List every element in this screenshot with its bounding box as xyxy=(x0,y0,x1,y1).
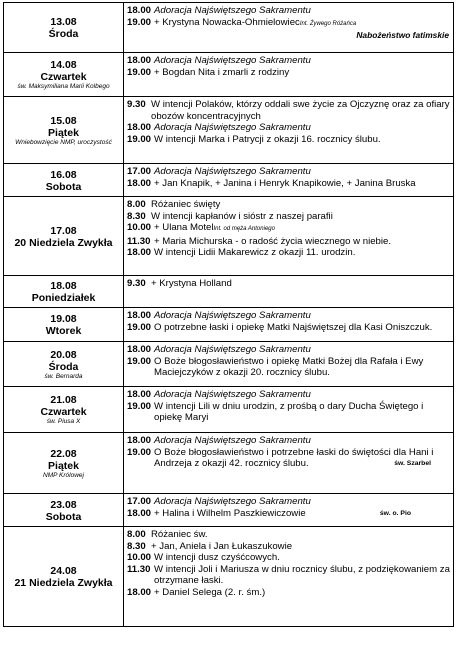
mass-entry xyxy=(127,564,451,587)
masses-cell xyxy=(124,494,454,527)
day-cell xyxy=(4,308,124,342)
day-date: 14.08 xyxy=(50,59,77,71)
day-row xyxy=(4,53,454,97)
mass-intention xyxy=(151,199,451,211)
masses-cell xyxy=(124,527,454,627)
mass-intention xyxy=(154,55,451,67)
mass-intention-text: W intencji kapłanów i sióstr z naszej parafii xyxy=(151,210,333,222)
mass-intention-text: + Halina i Wilhelm Paszkiewiczowie xyxy=(154,507,306,519)
day-cell xyxy=(4,342,124,387)
mass-intention-text: O Boże błogosławieństwo i potrzebne łaski do świętości dla Hani i Andrzeja z okazji 42. rocznicy ślubu. xyxy=(154,446,434,470)
day-row xyxy=(4,197,454,276)
day-cell xyxy=(4,527,124,627)
mass-entry xyxy=(127,5,451,17)
mass-time: 11.30 xyxy=(127,235,151,247)
masses-cell xyxy=(124,433,454,494)
mass-entry xyxy=(127,435,451,447)
day-weekday: 20 Niedziela Zwykła xyxy=(14,237,113,249)
mass-intention-text: Różaniec święty xyxy=(151,199,221,210)
mass-intention xyxy=(154,401,451,424)
day-feast: NMP Królowej xyxy=(43,472,84,479)
mass-time: 18.00 xyxy=(127,586,152,598)
mass-intention xyxy=(154,435,451,447)
mass-intention xyxy=(151,529,451,541)
mass-time: 19.00 xyxy=(127,66,152,78)
mass-time: 18.00 xyxy=(127,344,152,355)
mass-time: 19.00 xyxy=(127,16,152,28)
mass-intention-text: W intencji Lidii Makarewicz z okazji 11. urodzin. xyxy=(154,247,356,259)
mass-time: 18.00 xyxy=(127,5,152,16)
mass-entry xyxy=(127,389,451,401)
mass-intention-text: + Jan, Aniela i Jan Łukaszukowie xyxy=(151,540,293,552)
mass-entry xyxy=(127,99,451,122)
masses-cell xyxy=(124,53,454,97)
day-feast: św. Piusa X xyxy=(46,418,81,425)
day-cell xyxy=(4,433,124,494)
mass-intention xyxy=(154,356,451,379)
mass-intention xyxy=(151,541,451,553)
mass-intention-text: W intencji Lili w dniu urodzin, z prośbą o dary Ducha Świętego i opiekę Maryi xyxy=(154,400,424,424)
mass-entry xyxy=(127,17,451,31)
day-cell xyxy=(4,97,124,164)
day-row xyxy=(4,433,454,494)
mass-entry xyxy=(127,166,451,178)
mass-intention xyxy=(154,389,451,401)
day-feast: św. Maksymiliana Marii Kolbego xyxy=(17,83,110,90)
mass-entry xyxy=(127,447,451,470)
mass-entry xyxy=(127,222,451,236)
mass-intention xyxy=(154,122,451,134)
day-date: 23.08 xyxy=(50,499,77,511)
mass-patron-tag: św. o. Pio xyxy=(379,509,411,517)
mass-time: 19.00 xyxy=(127,446,152,458)
masses-cell xyxy=(124,387,454,433)
day-date: 16.08 xyxy=(50,169,77,181)
mass-intention-text: + Ulana Motel xyxy=(154,222,214,234)
day-weekday: Piątek xyxy=(48,127,79,139)
mass-time: 8.30 xyxy=(127,210,146,222)
mass-intention-text: W intencji Marka i Patrycji z okazji 16. rocznicy ślubu. xyxy=(154,133,381,145)
masses-cell xyxy=(124,164,454,197)
day-date: 20.08 xyxy=(50,349,77,361)
day-weekday: Czwartek xyxy=(40,71,87,83)
mass-intention xyxy=(151,211,451,223)
mass-entry xyxy=(127,278,451,290)
mass-time: 10.00 xyxy=(127,222,152,234)
mass-time: 8.30 xyxy=(127,540,146,552)
day-row xyxy=(4,494,454,527)
mass-time: 19.00 xyxy=(127,355,152,367)
mass-intention-text: W intencji dusz czyśćcowych. xyxy=(154,552,280,564)
mass-intention xyxy=(154,5,451,17)
day-date: 21.08 xyxy=(50,394,77,406)
day-cell xyxy=(4,3,124,53)
day-row xyxy=(4,308,454,342)
mass-intention xyxy=(154,134,451,146)
mass-intention-text: + Krystyna Nowacka-Ohmielowiec xyxy=(154,16,300,28)
mass-intention-text: + Daniel Selega (2. r. śm.) xyxy=(154,586,266,598)
mass-intention-text: Adoracja Najświętszego Sakramentu xyxy=(154,435,311,446)
day-cell xyxy=(4,197,124,276)
mass-patron-tag: św. Szarbel xyxy=(394,460,431,468)
day-weekday: Wtorek xyxy=(45,325,82,337)
mass-intention-text: Adoracja Najświętszego Sakramentu xyxy=(154,55,311,66)
mass-intention xyxy=(154,17,451,31)
masses-cell xyxy=(124,276,454,308)
mass-time: 18.00 xyxy=(127,435,152,446)
mass-time: 9.30 xyxy=(127,99,146,110)
mass-time: 18.00 xyxy=(127,507,152,519)
mass-entry xyxy=(127,122,451,134)
day-feast: Wniebowzięcie NMP, uroczystość xyxy=(15,139,112,146)
day-weekday: Poniedziałek xyxy=(31,292,96,304)
mass-entry xyxy=(127,310,451,322)
day-cell xyxy=(4,53,124,97)
mass-intention xyxy=(154,67,451,79)
day-row xyxy=(4,3,454,53)
mass-intention-text: Adoracja Najświętszego Sakramentu xyxy=(154,122,311,134)
day-cell xyxy=(4,494,124,527)
mass-intention xyxy=(154,322,451,334)
mass-intention-text: W intencji Polaków, którzy oddali swe życie za Ojczyznę oraz za ofiary obozów koncentracyjnych xyxy=(151,99,450,122)
mass-intention-requester: Int. Żywego Różańca xyxy=(299,20,357,27)
mass-intention-text: + Maria Michurska - o radość życia wiecznego w niebie. xyxy=(154,235,392,247)
mass-intention-text: + Jan Knapik, + Janina i Henryk Knapikowie, + Janina Bruska xyxy=(154,177,416,189)
day-cell xyxy=(4,164,124,197)
mass-time: 18.00 xyxy=(127,55,152,66)
mass-entry xyxy=(127,356,451,379)
mass-entry xyxy=(127,211,451,223)
masses-cell xyxy=(124,308,454,342)
mass-time: 18.00 xyxy=(127,177,152,189)
masses-cell xyxy=(124,197,454,276)
mass-time: 18.00 xyxy=(127,247,152,259)
day-date: 15.08 xyxy=(50,115,77,127)
mass-entry xyxy=(127,199,451,211)
mass-intention xyxy=(154,222,451,236)
mass-entry xyxy=(127,236,451,248)
mass-intention-text: Adoracja Najświętszego Sakramentu xyxy=(154,166,311,177)
mass-intention-text: O Boże błogosławieństwo i opiekę Matki Bożej dla Rafała i Ewy Maciejczyków z okazji 20. rocznicy ślubu. xyxy=(154,355,424,379)
day-weekday: 21 Niedziela Zwykła xyxy=(14,577,113,589)
mass-intention-text: Adoracja Najświętszego Sakramentu xyxy=(154,496,311,507)
mass-intention xyxy=(151,278,451,290)
mass-intention-text: + Krystyna Holland xyxy=(151,278,232,289)
mass-intention xyxy=(154,236,451,248)
mass-entry xyxy=(127,178,451,190)
mass-entry xyxy=(127,55,451,67)
mass-time: 11.30 xyxy=(127,563,151,575)
mass-intention-text: Adoracja Najświętszego Sakramentu xyxy=(154,310,311,321)
day-weekday: Czwartek xyxy=(40,406,87,418)
masses-cell xyxy=(124,97,454,164)
masses-cell xyxy=(124,342,454,387)
mass-schedule-table xyxy=(3,2,454,627)
mass-intention-text: Adoracja Najświętszego Sakramentu xyxy=(154,344,311,355)
day-date: 13.08 xyxy=(50,16,77,28)
mass-intention xyxy=(154,166,451,178)
mass-entry xyxy=(127,401,451,424)
day-weekday: Sobota xyxy=(45,181,82,193)
mass-time: 17.00 xyxy=(127,496,152,507)
day-date: 19.08 xyxy=(50,313,77,325)
mass-intention xyxy=(154,552,451,564)
mass-intention xyxy=(154,587,451,599)
mass-intention xyxy=(154,310,451,322)
day-date: 17.08 xyxy=(50,225,77,237)
mass-entry xyxy=(127,496,451,508)
mass-entry xyxy=(127,508,451,520)
mass-intention-requester: Int. od męża Antoniego xyxy=(213,226,275,233)
mass-time: 9.30 xyxy=(127,278,146,289)
mass-time: 18.00 xyxy=(127,389,152,400)
day-date: 22.08 xyxy=(50,448,77,460)
day-row xyxy=(4,97,454,164)
day-row xyxy=(4,387,454,433)
mass-time: 19.00 xyxy=(127,133,152,145)
mass-time: 17.00 xyxy=(127,166,152,177)
mass-intention xyxy=(154,564,451,587)
day-feast: św. Bernarda xyxy=(44,373,83,380)
mass-time: 10.00 xyxy=(127,552,152,564)
mass-time: 19.00 xyxy=(127,321,152,333)
mass-intention xyxy=(154,496,451,508)
mass-intention-text: O potrzebne łaski i opiekę Matki Najświętszej dla Kasi Oniszczuk. xyxy=(154,321,433,333)
mass-entry xyxy=(127,529,451,541)
masses-cell xyxy=(124,3,454,53)
day-row xyxy=(4,527,454,627)
mass-intention-text: Adoracja Najświętszego Sakramentu xyxy=(154,5,311,16)
mass-intention-text: W intencji Joli i Mariusza w dniu rocznicy ślubu, z podziękowaniem za otrzymane łaski. xyxy=(154,563,450,587)
day-cell xyxy=(4,276,124,308)
mass-time: 18.00 xyxy=(127,310,152,321)
mass-entry xyxy=(127,344,451,356)
mass-entry xyxy=(127,247,451,259)
mass-time: 8.00 xyxy=(127,199,146,210)
mass-intention-text: Adoracja Najświętszego Sakramentu xyxy=(154,389,311,400)
mass-entry xyxy=(127,67,451,79)
day-row xyxy=(4,276,454,308)
mass-intention xyxy=(151,99,451,122)
mass-intention-text: Różaniec św. xyxy=(151,529,208,540)
mass-time: 8.00 xyxy=(127,529,146,540)
day-date: 18.08 xyxy=(50,280,77,292)
mass-entry xyxy=(127,322,451,334)
service-note: Nabożeństwo fatimskie xyxy=(356,30,449,41)
day-weekday: Piątek xyxy=(48,460,79,472)
day-row xyxy=(4,164,454,197)
mass-time: 19.00 xyxy=(127,400,152,412)
day-weekday: Środa xyxy=(48,361,79,373)
day-cell xyxy=(4,387,124,433)
day-date: 24.08 xyxy=(50,565,77,577)
mass-intention xyxy=(154,247,451,259)
mass-intention xyxy=(154,178,451,190)
day-weekday: Środa xyxy=(48,28,79,40)
day-row xyxy=(4,342,454,387)
mass-entry xyxy=(127,552,451,564)
mass-time: 18.00 xyxy=(127,122,152,134)
mass-entry xyxy=(127,541,451,553)
day-weekday: Sobota xyxy=(45,511,82,523)
mass-intention-text: + Bogdan Nita i zmarli z rodziny xyxy=(154,66,290,78)
mass-entry xyxy=(127,587,451,599)
mass-intention xyxy=(154,344,451,356)
mass-entry xyxy=(127,134,451,146)
